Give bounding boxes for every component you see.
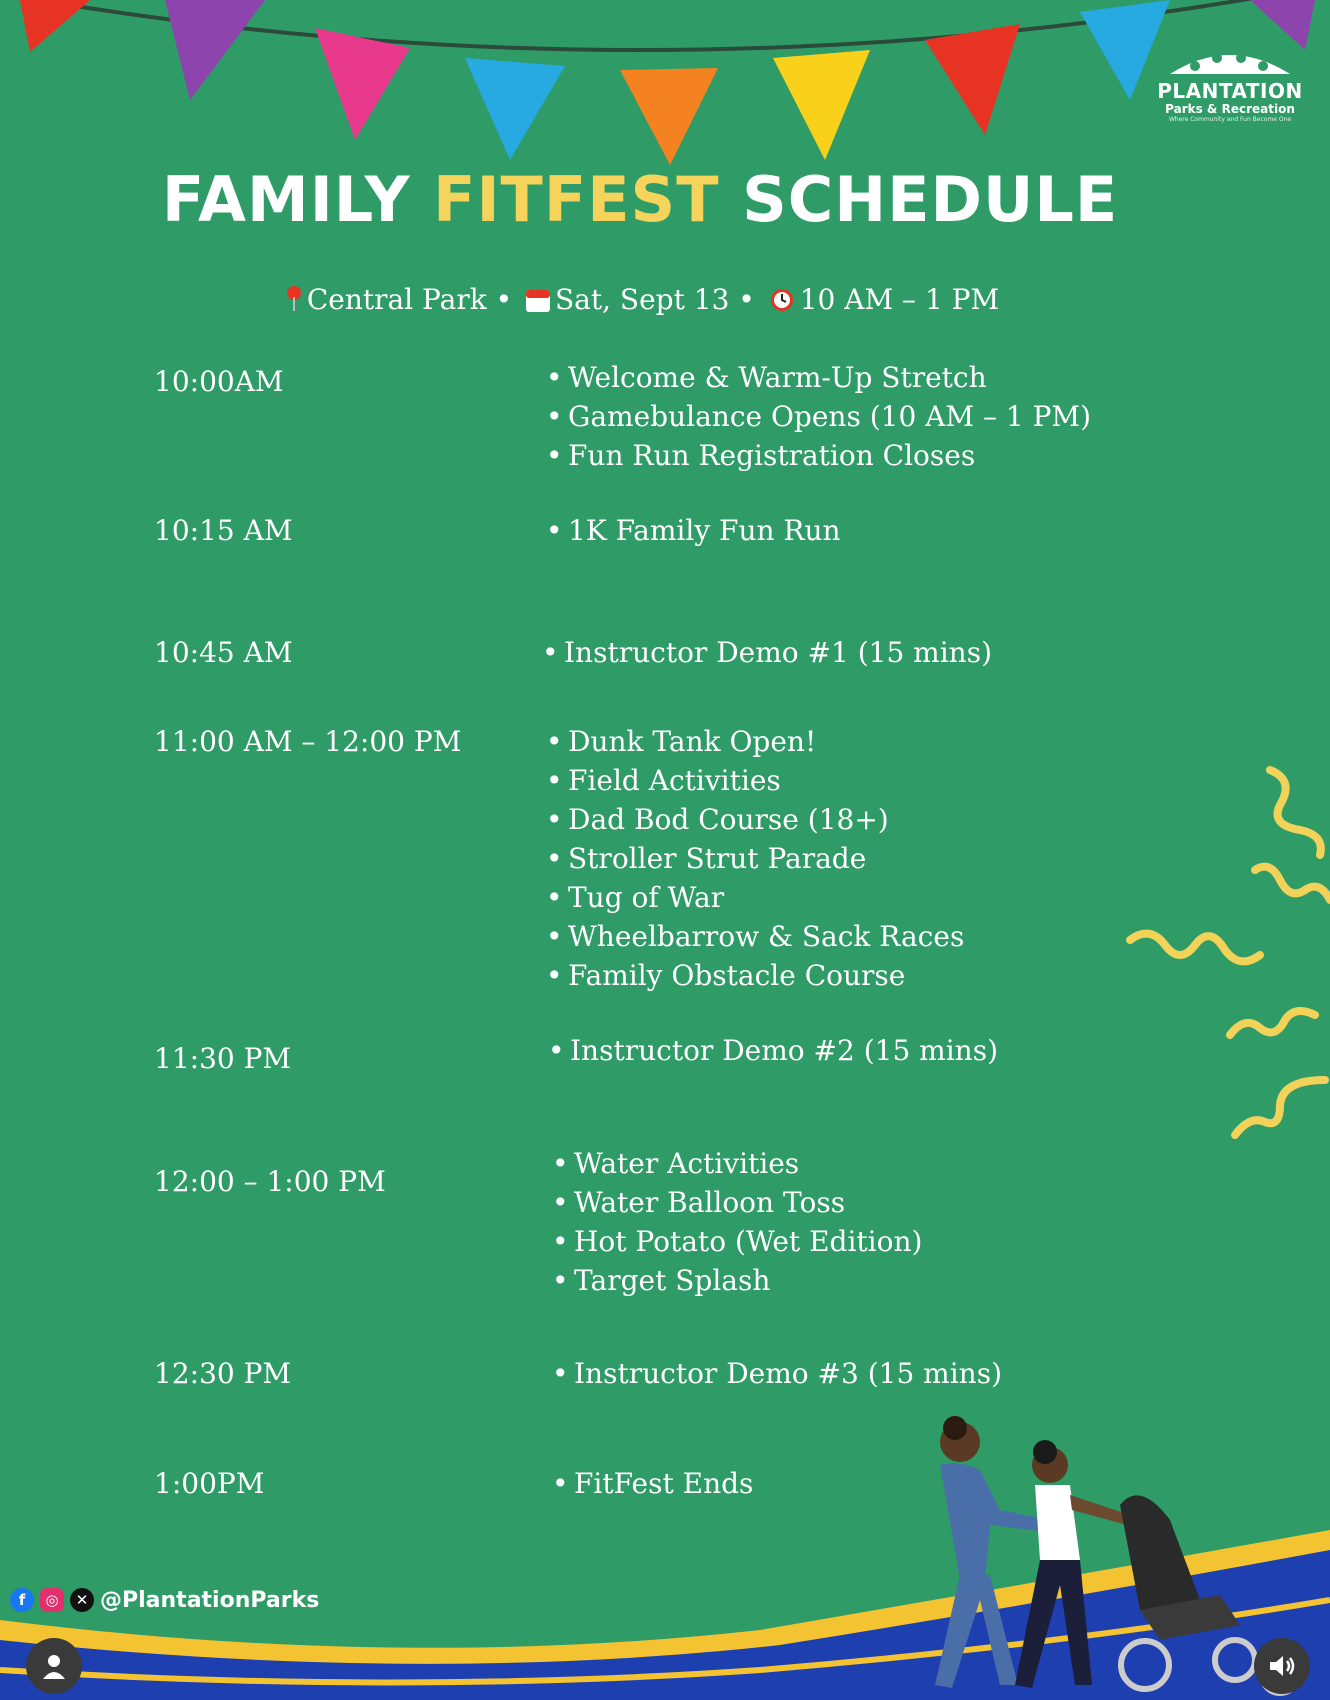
instagram-icon[interactable]: ◎ (40, 1588, 64, 1612)
activity-item: • Instructor Demo #2 (15 mins) (548, 1031, 998, 1070)
title-family: FAMILY (161, 163, 411, 236)
activity-list (546, 358, 1091, 475)
logo-subtitle: Parks & Recreation (1165, 102, 1295, 116)
activity-item: • Dad Bod Course (18+) (546, 800, 964, 839)
title-fitfest: FITFEST (433, 163, 720, 236)
x-icon[interactable]: ✕ (70, 1588, 94, 1612)
calendar-icon (525, 287, 551, 313)
activity-item: • Water Activities (552, 1144, 922, 1183)
schedule-time: 12:30 PM (154, 1357, 292, 1390)
user-icon (41, 1653, 67, 1679)
logo-tagline: Where Community and Fun Become One (1168, 116, 1292, 123)
plantation-logo (1140, 40, 1320, 150)
title-schedule: SCHEDULE (742, 163, 1119, 236)
facebook-icon[interactable]: f (10, 1588, 34, 1612)
activity-list (552, 1144, 922, 1300)
schedule-time: 10:00AM (154, 365, 284, 398)
poster-title (0, 160, 1280, 240)
activity-item: • Dunk Tank Open! (546, 722, 964, 761)
activity-item: • Instructor Demo #3 (15 mins) (552, 1354, 1002, 1393)
event-date: Sat, Sept 13 • (555, 283, 755, 316)
activity-item: • Welcome & Warm-Up Stretch (546, 358, 1091, 397)
activity-item: • Family Obstacle Course (546, 956, 964, 995)
schedule-time: 10:15 AM (154, 514, 293, 547)
activity-list (542, 633, 992, 672)
activity-list (546, 511, 841, 550)
schedule-time: 11:00 AM – 12:00 PM (154, 725, 462, 758)
schedule-time: 11:30 PM (154, 1042, 292, 1075)
activity-item: • Wheelbarrow & Sack Races (546, 917, 964, 956)
event-details (0, 282, 1280, 318)
activity-list (548, 1031, 998, 1070)
activity-list (546, 722, 964, 995)
activity-item: • Gamebulance Opens (10 AM – 1 PM) (546, 397, 1091, 436)
social-links (10, 1584, 319, 1616)
bunting-decoration (0, 0, 1330, 180)
activity-item: • 1K Family Fun Run (546, 511, 841, 550)
activity-item: • Hot Potato (Wet Edition) (552, 1222, 922, 1261)
speaker-icon (1268, 1653, 1296, 1679)
squiggle-decoration (1120, 760, 1330, 1150)
pin-icon (285, 285, 303, 313)
event-location: Central Park • (306, 283, 513, 316)
sound-toggle-button[interactable] (1254, 1638, 1310, 1694)
activity-item: • Target Splash (552, 1261, 922, 1300)
social-handle[interactable]: @PlantationParks (100, 1587, 320, 1613)
activity-item: • Fun Run Registration Closes (546, 436, 1091, 475)
schedule-time: 1:00PM (154, 1467, 265, 1500)
activity-item: • Stroller Strut Parade (546, 839, 964, 878)
logo-emblem-icon (1165, 40, 1295, 80)
activity-item: • FitFest Ends (552, 1464, 753, 1503)
activity-item: • Instructor Demo #1 (15 mins) (542, 633, 992, 672)
activity-list (552, 1354, 1002, 1393)
activity-item: • Tug of War (546, 878, 964, 917)
schedule-time: 10:45 AM (154, 636, 293, 669)
event-time: 10 AM – 1 PM (799, 283, 1000, 316)
alarm-clock-icon (768, 285, 796, 313)
profile-button[interactable] (26, 1638, 82, 1694)
activity-item: • Water Balloon Toss (552, 1183, 922, 1222)
schedule-time: 12:00 – 1:00 PM (154, 1165, 386, 1198)
activity-item: • Field Activities (546, 761, 964, 800)
logo-name: PLANTATION (1157, 79, 1303, 103)
